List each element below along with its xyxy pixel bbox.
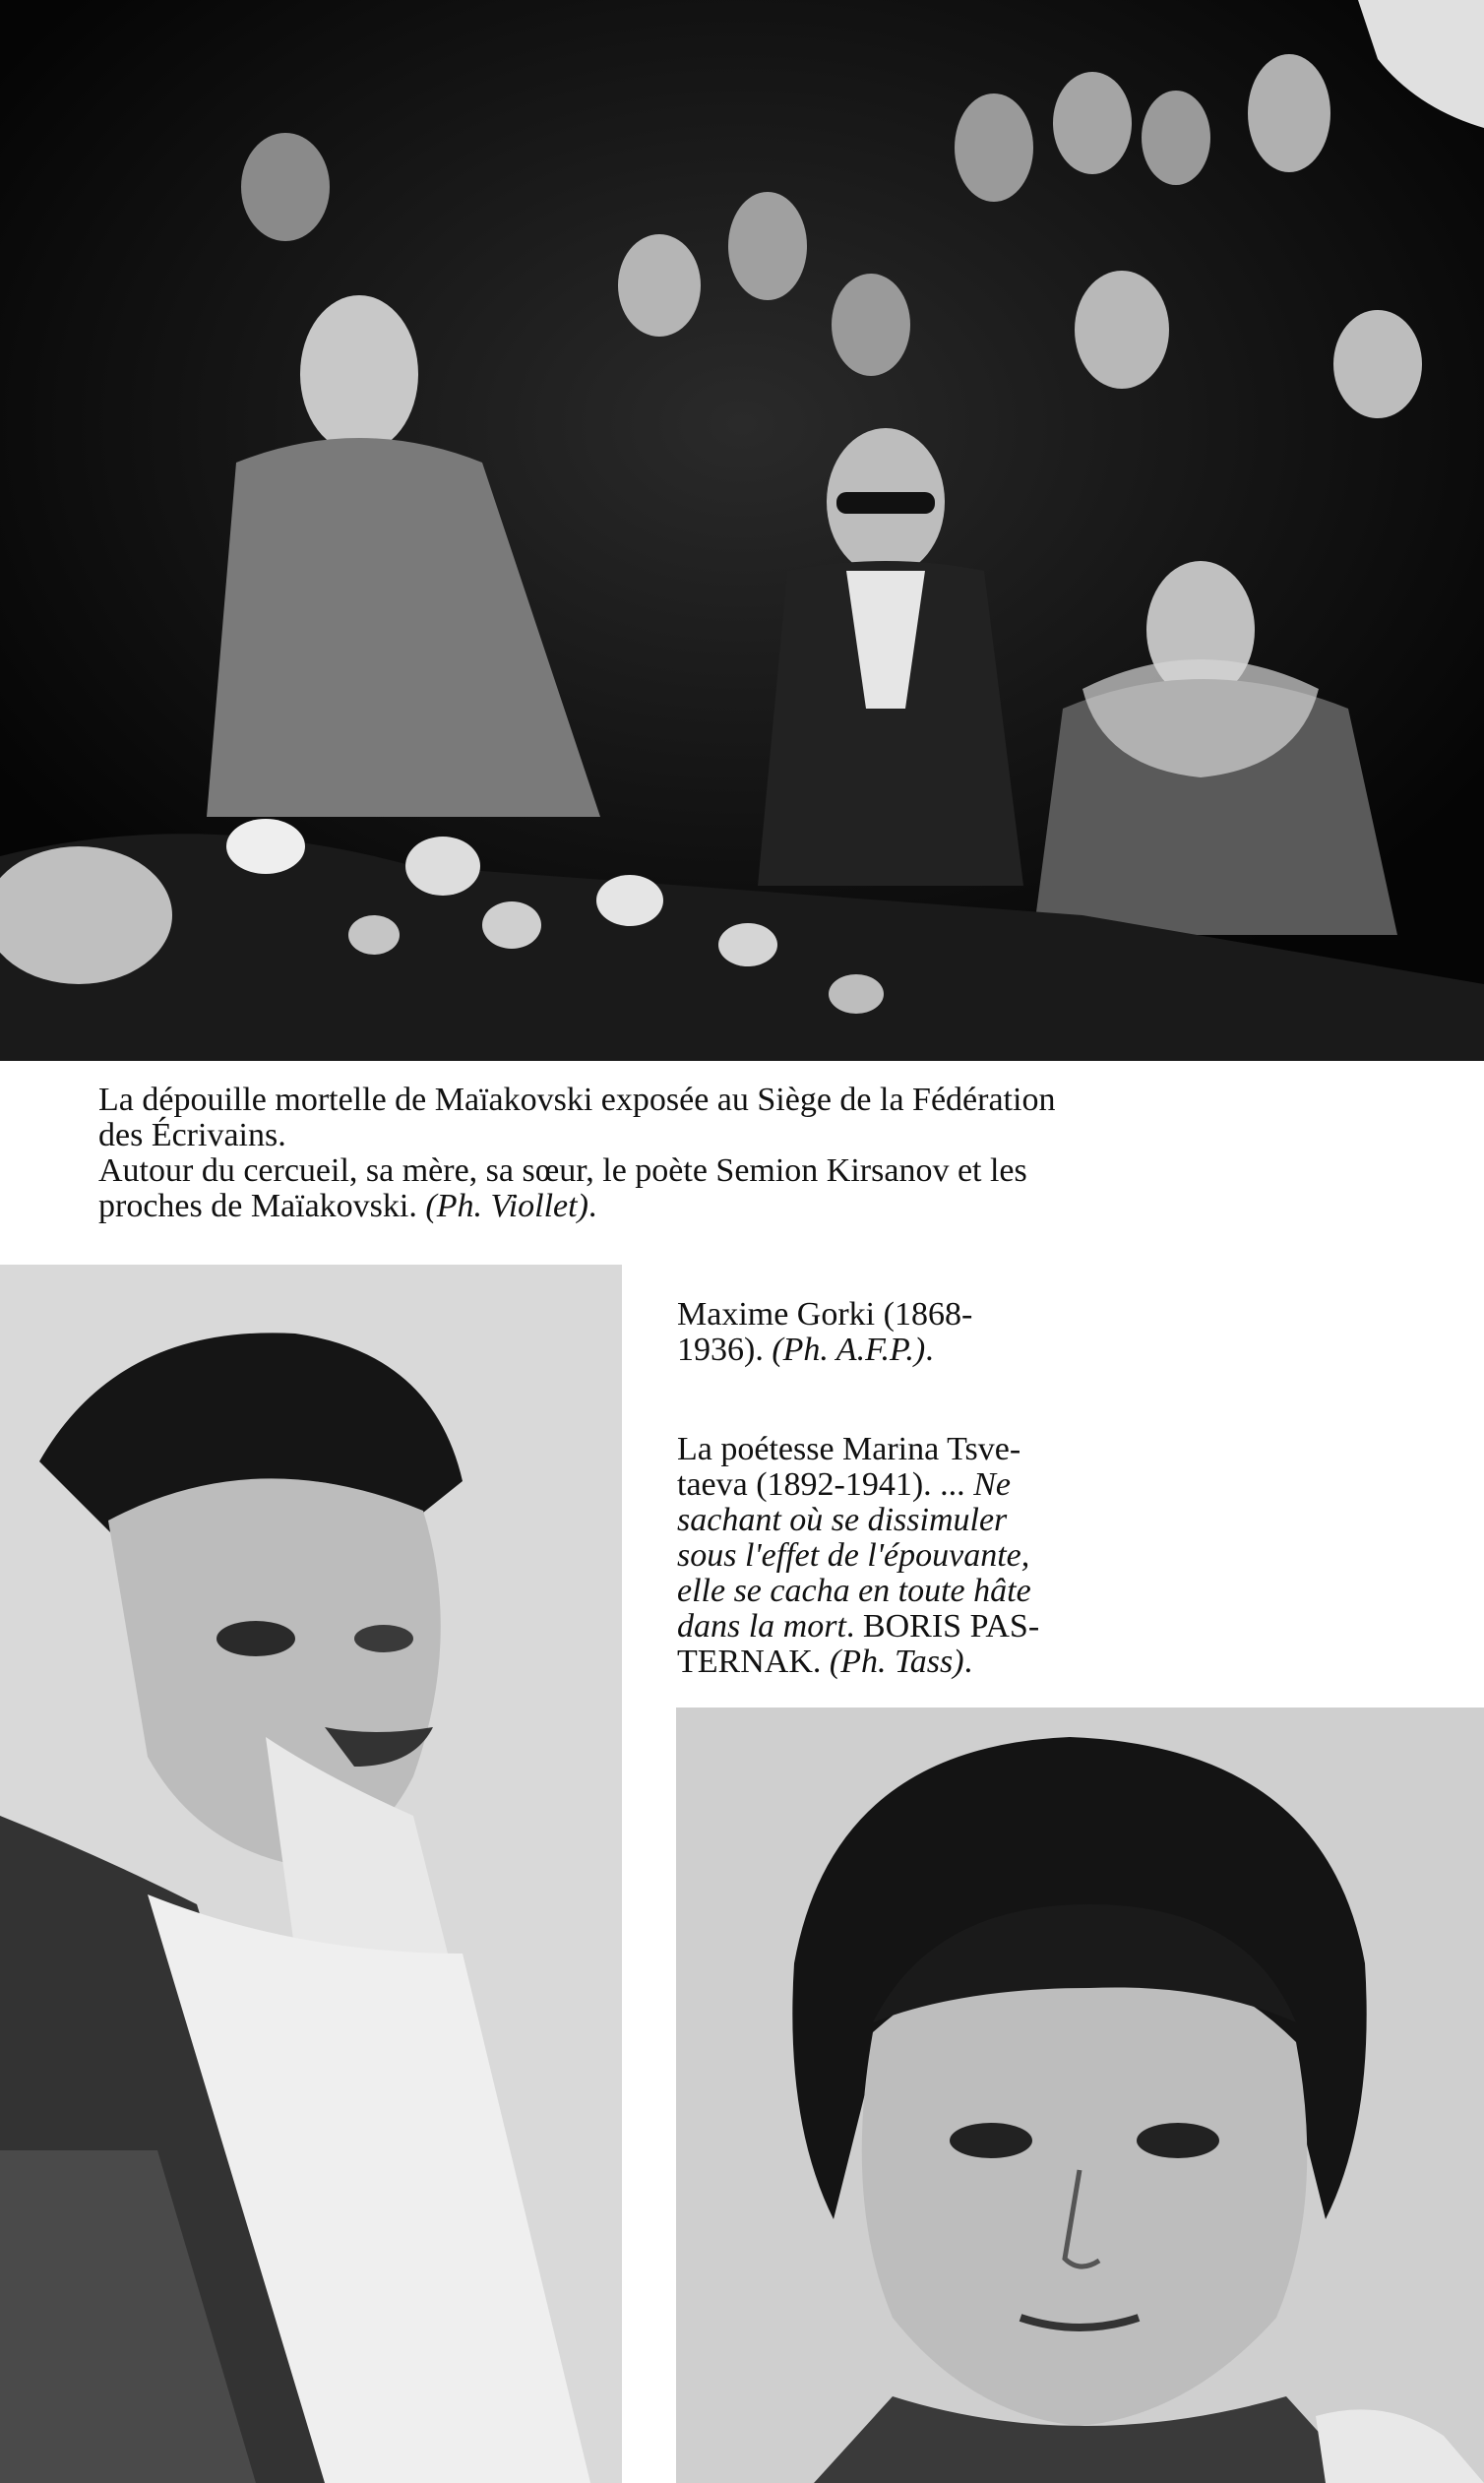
gorki-photo-credit: (Ph. A.F.P.) <box>772 1332 926 1368</box>
tsvetaeva-quote-line-5: elle se cacha en toute hâte <box>677 1573 1031 1609</box>
tsvetaeva-quote-end: dans la mort <box>677 1608 846 1645</box>
tsvetaeva-quote-start: Ne <box>973 1466 1011 1503</box>
tsvetaeva-caption-line-6 <box>677 1609 1100 1645</box>
tsvetaeva-caption-line-4 <box>677 1538 1100 1574</box>
tsvetaeva-quote-line-3: sachant où se dissimuler <box>677 1502 1008 1538</box>
funeral-caption-line-3: Autour du cercueil, sa mère, sa sœur, le poète Semion Kirsanov et les <box>98 1152 1027 1189</box>
tsvetaeva-portrait <box>676 1707 1484 2483</box>
tsvetaeva-portrait-image <box>676 1707 1484 2483</box>
funeral-caption-line-4 <box>98 1189 1260 1224</box>
gorki-caption-years: 1936). <box>677 1332 773 1368</box>
gorki-portrait-image <box>0 1265 622 2483</box>
funeral-caption-line-1: La dépouille mortelle de Maïakovski exposée au Siège de la Fédération <box>98 1082 1056 1118</box>
tsvetaeva-caption-years: taeva (1892-1941). ... <box>677 1466 974 1503</box>
tsvetaeva-caption <box>677 1432 1100 1680</box>
funeral-caption-text: proches de Maïakovski. <box>98 1188 426 1224</box>
funeral-photo-credit: (Ph. Viollet) <box>425 1188 588 1224</box>
gorki-caption <box>677 1297 1110 1368</box>
tsvetaeva-caption-line-1: La poétesse Marina Tsve- <box>677 1431 1021 1467</box>
tsvetaeva-quote-line-4: sous l'effet de l'épouvante, <box>677 1537 1030 1574</box>
funeral-caption-line-2: des Écrivains. <box>98 1117 286 1153</box>
funeral-photo <box>0 0 1484 1061</box>
funeral-caption <box>98 1083 1260 1224</box>
gorki-caption-line-1: Maxime Gorki (1868- <box>677 1296 973 1333</box>
tsvetaeva-quote-author-end: TERNAK. <box>677 1644 830 1680</box>
gorki-caption-line-2 <box>677 1333 1110 1368</box>
tsvetaeva-caption-line-5 <box>677 1574 1100 1609</box>
tsvetaeva-caption-line-7 <box>677 1645 1100 1680</box>
tsvetaeva-caption-period: . <box>963 1644 973 1680</box>
tsvetaeva-caption-line-2 <box>677 1467 1100 1503</box>
funeral-caption-period: . <box>587 1188 597 1224</box>
tsvetaeva-quote-author-start: . BORIS PAS- <box>845 1608 1040 1645</box>
funeral-photo-image <box>0 0 1484 1061</box>
tsvetaeva-caption-line-3 <box>677 1503 1100 1538</box>
gorki-caption-period: . <box>925 1332 934 1368</box>
tsvetaeva-photo-credit: (Ph. Tass) <box>829 1644 964 1680</box>
gorki-portrait <box>0 1265 622 2483</box>
